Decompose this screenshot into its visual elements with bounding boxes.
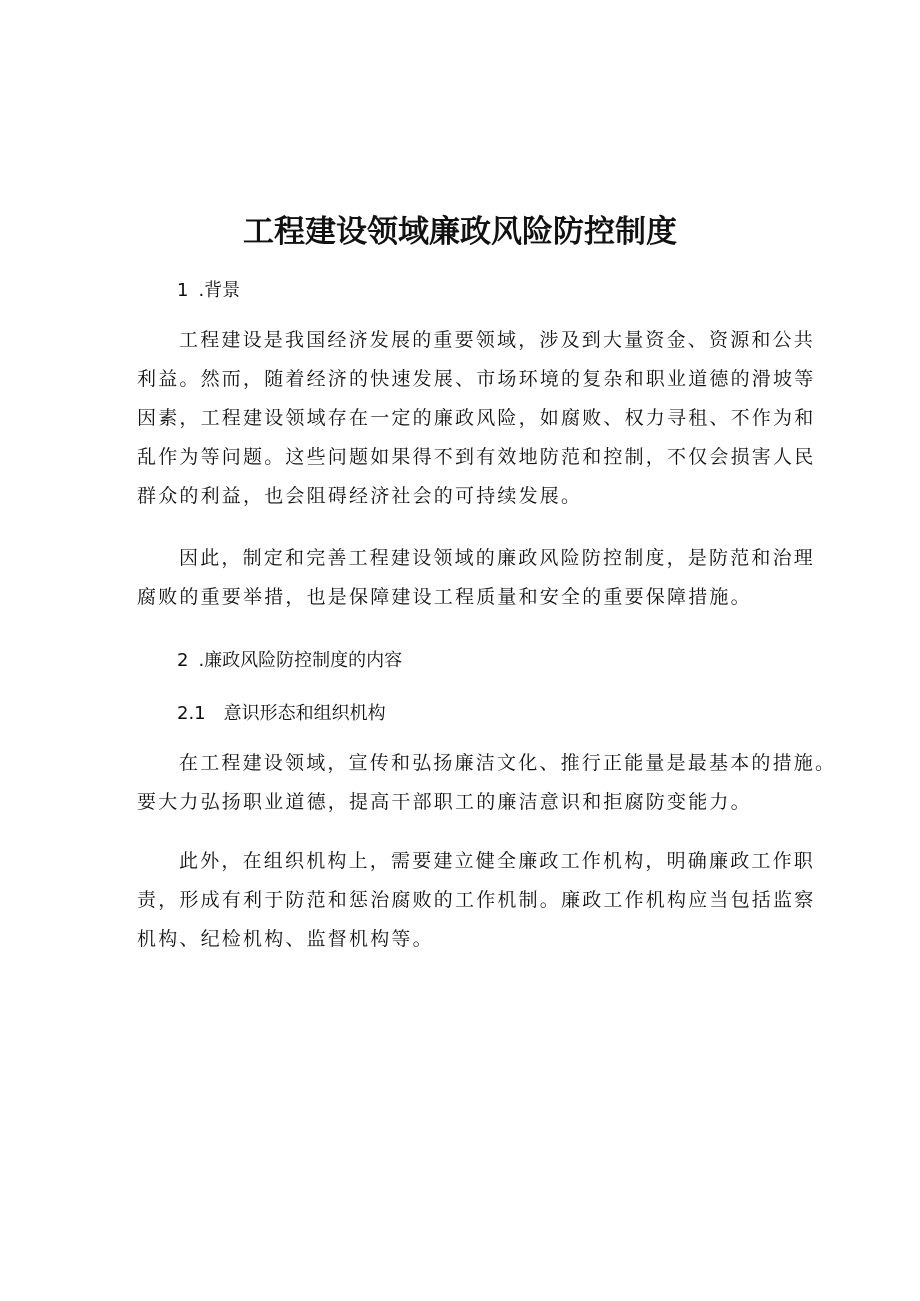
paragraph-line: 腐败的重要举措，也是保障建设工程质量和安全的重要保障措施。 (137, 586, 752, 608)
paragraph (137, 539, 837, 617)
document-title: 工程建设领域廉政风险防控制度 (243, 214, 677, 250)
paragraph-line: 群众的利益，也会阻碍经济社会的可持续发展。 (137, 485, 583, 507)
paragraph (137, 842, 837, 959)
paragraph (137, 744, 837, 822)
paragraph-line: 利益。然而，随着经济的快速发展、市场环境的复杂和职业道德的滑坡等 (137, 368, 816, 390)
section-heading-1 (177, 279, 240, 302)
paragraph (137, 321, 837, 516)
paragraph-line: 因此，制定和完善工程建设领域的廉政风险防控制度，是防范和治理 (179, 547, 816, 569)
section-number: 2 (177, 650, 189, 671)
section-title: .廉政风险防控制度的内容 (198, 650, 403, 671)
subsection-number: 2.1 (177, 703, 206, 724)
subsection-title: 意识形态和组织机构 (223, 703, 386, 724)
paragraph-line: 因素，工程建设领域存在一定的廉政风险，如腐败、权力寻租、不作为和 (137, 407, 816, 429)
paragraph-line: 乱作为等问题。这些问题如果得不到有效地防范和控制，不仅会损害人民 (137, 446, 816, 468)
paragraph-line: 责，形成有利于防范和惩治腐败的工作机制。廉政工作机构应当包括监察 (137, 889, 816, 911)
paragraph-line: 工程建设是我国经济发展的重要领域，涉及到大量资金、资源和公共 (179, 329, 816, 351)
paragraph-line: 此外，在组织机构上，需要建立健全廉政工作机构，明确廉政工作职 (179, 850, 816, 872)
subsection-heading-2-1 (177, 702, 386, 725)
paragraph-line: 机构、纪检机构、监督机构等。 (137, 928, 434, 950)
paragraph-line: 在工程建设领域，宣传和弘扬廉洁文化、推行正能量是最基本的措施。 (179, 752, 837, 774)
paragraph-line: 要大力弘扬职业道德，提高干部职工的廉洁意识和拒腐防变能力。 (137, 791, 752, 813)
section-heading-2 (177, 649, 402, 672)
section-title: .背景 (198, 280, 241, 301)
section-number: 1 (177, 280, 189, 301)
